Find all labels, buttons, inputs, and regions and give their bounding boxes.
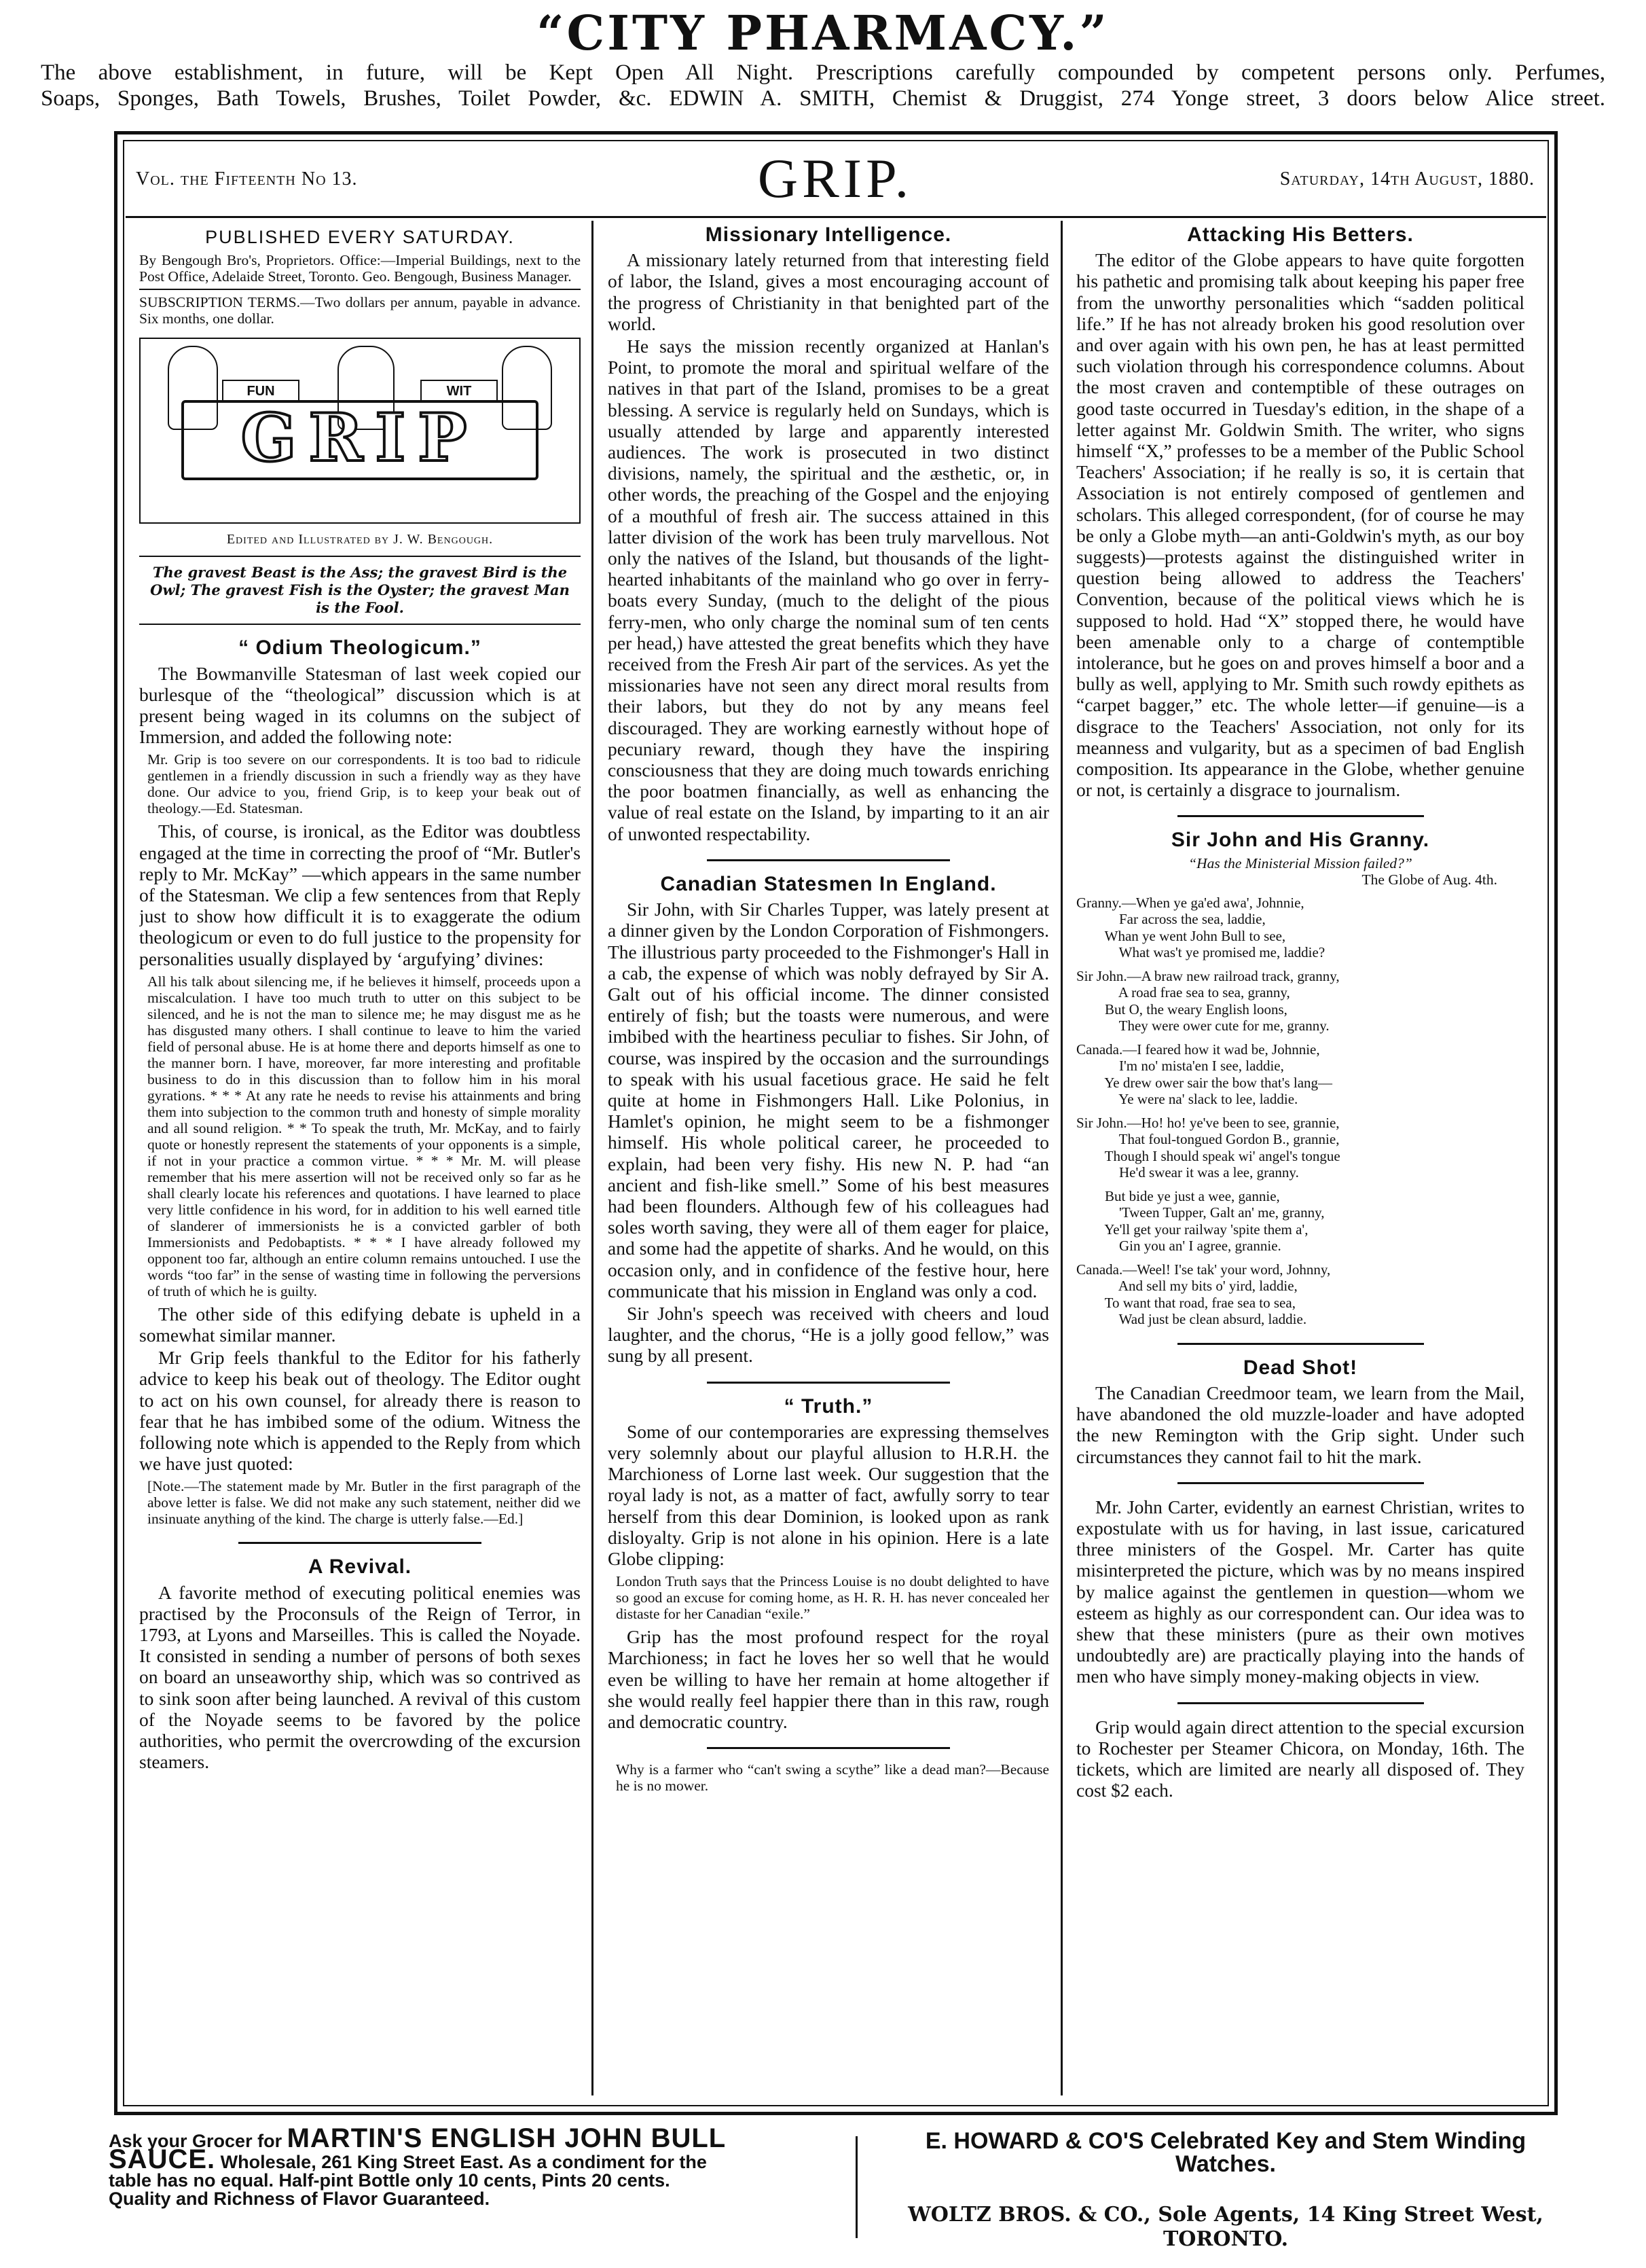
subscription-terms: SUBSCRIPTION TERMS.—Two dollars per annum, payable in advance. Six months, one dollar. — [139, 294, 581, 327]
poem-stanza: But bide ye just a wee, gannie, 'Tween Tupper, Galt an' me, granny, Ye'll get your railway 'spite them a', Gin you an' I agree, grannie. — [1104, 1187, 1325, 1255]
column-3 — [1076, 224, 1524, 2095]
watch-ad-agents: WOLTZ BROS. & CO., Sole Agents, 14 King Street West, TORONTO. — [908, 2203, 1543, 2251]
odium-editor-note: [Note.—The statement made by Mr. Butler in the first paragraph of the above letter is false. We did not make any such statement, neither did we insinuate anything of the kind. The charge is utterly false.—Ed.] — [147, 1478, 581, 1528]
sauce-ad-sauce: SAUCE. — [109, 2144, 216, 2174]
odium-paragraph-4: Mr Grip feels thankful to the Editor for his fatherly advice to keep his beak out of theology. The Editor ought to act on his own counsel, for already there is reason to fear that he has imbibed some of the odium. Witness the following note which is appended to the Reply from which we have just quoted: — [139, 1347, 581, 1475]
granny-epigraph: “Has the Ministerial Mission failed?” — [1188, 854, 1412, 871]
poem-stanza: Sir John.—A braw new railroad track, granny, A road frae sea to sea, granny, But O, the weary English loons, They were ower cute for me, granny. — [1076, 967, 1340, 1034]
excursion-paragraph: Grip would again direct attention to the special excursion to Rochester per Steamer Chicora, on Monday, 16th. The tickets, which are limited are nearly all disposed of. They cost $2 each. — [1076, 1716, 1524, 1801]
odium-paragraph-3: The other side of this edifying debate is upheld in a somewhat similar manner. — [139, 1303, 581, 1346]
sauce-ad-guarantee: Quality and Richness of Flavor Guaranteed. — [109, 2189, 490, 2209]
granny-poem — [1076, 895, 1524, 1328]
statesmen-paragraph-2: Sir John's speech was received with cheers and loud laughter, and the chorus, “He is a jolly good fellow,” was sung by all present. — [608, 1302, 1049, 1367]
statesmen-paragraph-1: Sir John, with Sir Charles Tupper, was lately present at a dinner given by the London Corporation of Fishmongers. The illustrious party proceeded to the Fishmonger's Hall in a cab, the expense of which was nobly defrayed by Sir A. Galt out of his official income. The dinner consisted entirely of fish; but the toasts were numerous, and were imbibed with the heartiness peculiar to fishes. Sir John, of course, was inspired by the occasion and the surroundings to speak with his usual facetious grace. He said he felt quite at home in Fishmongers Hall. Like Polonius, in Hamlet's opinion, he might seem to be a fishmonger himself. His whole political career, he proceeded to explain, had been very fishy. His new N. P. had “an ancient and fish-like smell.” Some of his best measures had been flounders. Although few of his colleagues had soles worth saving, they were all of them eager for plaice, and some had the appetite of sharks. And he would, on this occasion only, and in confidence of the festive hour, here communicate that his mission in England was only a cod. — [608, 899, 1049, 1301]
odium-paragraph-2: This, of course, is ironical, as the Editor was doubtless engaged at the time in correcting the proof of “Mr. Butler's reply to Mr. McKay” —which appears in the same number of the Statesman. We clip a few sentences from that Reply just to show how difficult it is to exaggerate the odium theologicum or even to do full justice to the propensity for personalities usually displayed by ‘argufying’ divines: — [139, 821, 581, 969]
ad-title: “CITY PHARMACY.” — [536, 5, 1110, 61]
edited-by: Edited and Illustrated by J. W. Bengough. — [226, 532, 494, 547]
watch-ad-headline: E. HOWARD & CO'S Celebrated Key and Stem Winding Watches. — [925, 2128, 1526, 2177]
proprietors-note: By Bengough Bro's, Proprietors. Office:—Imperial Buildings, next to the Post Office, Adelaide Street, Toronto. Geo. Bengough, Business Manager. — [139, 252, 581, 285]
truth-paragraph-1: Some of our contemporaries are expressing themselves very solemnly about our playful allusion to H.R.H. the Marchioness of Lorne last week. Our suggestion that the royal lady is not, as a matter of fact, awfully sorry to tear herself from this dear Dominion, is looked upon as rank disloyalty. Grip is not alone in his opinion. Here is a late Globe clipping: — [608, 1420, 1049, 1569]
poem-stanza: Canada.—Weel! I'se tak' your word, Johnny, And sell my bits o' yird, laddie, To want that road, frae sea to sea, Wad just be clean absurd, laddie. — [1076, 1261, 1331, 1328]
ad-line-1: The above establishment, in future, will be Kept Open All Night. Prescriptions carefully compounded by competent persons only. Perfumes, — [41, 60, 1605, 85]
granny-source: The Globe of Aug. 4th. — [1361, 871, 1497, 888]
logo-word: GRIP — [181, 400, 538, 480]
betters-paragraph: The editor of the Globe appears to have quite forgotten his pathetic and promising talk about keeping his paper free from the unworthy personalities which “sadden political life.” If he has not already broken his good resolution over and over again with his own pen, he has at least permitted such violation through his correspondence columns. About the most craven and contemptible of these outrages on good taste occurred in Tuesday's edition, in the shape of a letter against Mr. Goldwin Smith. The writer, who signs himself “X,” professes to be a member of the Public School Teachers' Association; if he really is so, it is certain that Association is not entirely composed of gentlemen and scholars. This alleged correspondent, (for of course he may be only a Globe myth—an anti-Goldwin's myth, as our boy suggests)—protests against the distinguished writer in question being allowed to address the Teachers' Convention, because of the political views which he is supposed to hold. Had “X” stopped there, he would have been amenable only to a charge of contemptible intolerance, but he goes on and proves himself a boor and a bully as well, applying to Mr. Smith such rowdy epithets as “carpet bagger,” etc. The whole letter—if genuine—is a disgrace to the Teachers' Association, not only for its meanness and vulgarity, but as a specimen of bad English composition. Its appearance in the Globe, whether genuine or not, is certainly a disgrace to journalism. — [1076, 249, 1524, 801]
column-2 — [608, 224, 1049, 2095]
poem-stanza: Granny.—When ye ga'ed awa', Johnnie, Far across the sea, laddie, Whan ye went John Bull to see, What was't ye promised me, laddie? — [1076, 894, 1325, 961]
odium-note: Mr. Grip is too severe on our correspondents. It is too bad to ridicule gentlemen in a friendly discussion in such a friendly way as they have done. Our advice to you, friend Grip, is to keep your beak out of theology.—Ed. Statesman. — [147, 751, 581, 817]
published-every-saturday: PUBLISHED EVERY SATURDAY. — [205, 227, 515, 247]
poem-stanza: Canada.—I feared how it wad be, Johnnie, I'm no' mista'en I see, laddie, Ye drew ower sair the bow that's lang— Ye were na' slack to lee, laddie. — [1076, 1041, 1333, 1108]
sauce-ad-price: table has no equal. Half-pint Bottle only 10 cents, Pints 20 cents. — [109, 2170, 670, 2191]
masthead — [136, 148, 1535, 209]
masthead-rule — [126, 216, 1546, 218]
logo-tag-fun: FUN — [222, 380, 299, 403]
issue-date: Saturday, 14th August, 1880. — [1279, 168, 1535, 190]
article-title-statesmen: Canadian Statesmen In England. — [660, 872, 997, 895]
article-title-betters: Attacking His Betters. — [1187, 224, 1414, 246]
grip-logo — [139, 338, 581, 524]
poem-stanza: Sir John.—Ho! ho! ye've been to see, grannie, That foul-tongued Gordon B., grannie, Though I should speak wi' angel's tongue He'd swear it was a lee, granny. — [1076, 1114, 1340, 1181]
motto: The gravest Beast is the Ass; the gravest Bird is the Owl; The gravest Fish is the Oyster; the gravest Man is the Fool. — [139, 556, 581, 625]
article-title-missionary: Missionary Intelligence. — [705, 224, 952, 246]
sauce-ad-wholesale: Wholesale, 261 King Street East. As a condiment for the — [220, 2152, 707, 2172]
column-divider-2 — [1061, 221, 1063, 2095]
sauce-ad-intro: Ask your Grocer for — [109, 2131, 282, 2151]
ad-line-2: Soaps, Sponges, Bath Towels, Brushes, Toilet Powder, &c. EDWIN A. SMITH, Chemist & Druggist, 274 Yonge street, 3 doors below Alice street. — [41, 86, 1605, 111]
article-title-dead-shot: Dead Shot! — [1243, 1356, 1358, 1379]
odium-quote: All his talk about silencing me, if he believes it himself, proceeds upon a miscalculation. I have too much truth to utter on this subject to be silenced, and he is not the man to silence me; he may disgust me as he has disgusted many others. I shall continue to leave to him the varied field of personal abuse. He is at home there and deports himself as one to the manner born. I have, moreover, far more interesting and profitable business to do in this discussion than to follow him in his moral gyrations. * * * At any rate he needs to revise his attainments and bring them into subjection to the common truth and honesty of simple morality and all sound religion. * * To speak the truth, Mr. McKay, and to fairly quote or honestly represent the statements of your opponents is a simple, if not in your practice a common virtue. * * * Mr. M. will please remember that his mere assertion will not be received only so far as he shall clearly locate his references and quotations. I have learned to place very little confidence in his word, for in addition to his well earned title of slanderer of immersionists he is a convicted garbler of both Immersionists and Pedobaptists. * * * I have already followed my opponent too far, although an entire column remains untouched. I use the words “too far” in the sense of wasting time in following the perversions of truth of which he is guilty. — [147, 973, 581, 1299]
farmer-joke: Why is a farmer who “can't swing a scythe” like a dead man?—Because he is no mower. — [616, 1761, 1049, 1795]
column-divider-1 — [591, 221, 593, 2095]
dead-shot-paragraph: The Canadian Creedmoor team, we learn from the Mail, have abandoned the old muzzle-loader and have adopted the new Remington with the Grip sight. Under such circumstances they cannot fail to hit the mark. — [1076, 1382, 1524, 1467]
newspaper-title: GRIP. — [757, 147, 913, 209]
top-advertisement — [41, 7, 1605, 111]
revival-paragraph: A favorite method of executing political enemies was practised by the Proconsuls of the Reign of Terror, in 1793, at Lyons and Marseilles. This is called the Noyade. It consisted in sending a number of persons of both sexes on board an unseaworthy ship, which was so contrived as to sink soon after being launched. A revival of this custom of the Noyade seems to be favored by the police authorities, who permit the overcrowding of the excursion steamers. — [139, 1581, 581, 1773]
carter-paragraph: Mr. John Carter, evidently an earnest Christian, writes to expostulate with us for having, in last issue, caricatured three ministers of the Gospel. Mr. Carter has quite misinterpreted the picture, which was by no means inspired by malice against the gentlemen in question—whom we esteem as highly as our correspondent can. Our idea was to shew that these ministers (pure as their own motives undoubtedly are) are practically playing into the hands of men who have simply money-making objects in view. — [1076, 1496, 1524, 1687]
missionary-paragraph-1: A missionary lately returned from that interesting field of labor, the Island, gives a most encouraging account of the progress of Christianity in that benighted part of the world. — [608, 249, 1049, 334]
odium-paragraph-1: The Bowmanville Statesman of last week copied our burlesque of the “theological” discussion which is at present being waged in its columns on the subject of Immersion, and added the following note: — [139, 662, 581, 748]
truth-paragraph-2: Grip has the most profound respect for the royal Marchioness; in fact he loves her so well that he would even be willing to have her remain at home altogether if she would really feel happier there than in this raw, rough and democratic country. — [608, 1626, 1049, 1732]
volume-number: Vol. the Fifteenth No 13. — [136, 168, 358, 190]
column-1 — [139, 224, 581, 2095]
article-title-granny: Sir John and His Granny. — [1171, 829, 1430, 852]
sauce-advertisement — [109, 2123, 828, 2209]
article-title-odium: “ Odium Theologicum.” — [238, 636, 481, 660]
sauce-ad-brand: MARTIN'S ENGLISH JOHN BULL — [287, 2123, 727, 2153]
article-title-revival: A Revival. — [308, 1555, 412, 1579]
bottom-advertisements — [109, 2123, 1562, 2252]
ad-divider — [856, 2136, 858, 2238]
logo-tag-wit: WIT — [420, 380, 498, 403]
missionary-paragraph-2: He says the mission recently organized at Hanlan's Point, to promote the moral and spiritual welfare of the natives in that part of the Island, promises to be a great blessing. A service is regularly held on Sundays, which is usually attended by large and apparently interested audiences. The work is prosecuted in two distinct divisions, namely, the spiritual and the æsthetic, or, in other words, the preaching of the Gospel and the enjoying of a mouthful of fresh air. The success attained in this latter division of the work has been truly marvellous. Not only the natives of the Island, but thousands of the light-hearted inhabitants of the mainland who go over in ferry-boats every Sunday, (much to the delight of the pious ferry-men, who only charge the nominal sum of ten cents per head,) have attested the great benefits which they have received from the Fresh Air part of the services. As yet the missionaries have not seen any direct moral results from their labors, but they do not by any means feel discouraged. They are working earnestly without hope of pecuniary reward, though they have the inspiring consciousness that they are doing much towards enriching the poor boatmen financially, as well as enhancing the value of real estate on the Island, by imparting to it an air of unwonted respectability. — [608, 336, 1049, 844]
article-title-truth: “ Truth.” — [784, 1394, 873, 1418]
watch-advertisement — [890, 2129, 1562, 2252]
truth-quote: London Truth says that the Princess Louise is no doubt delighted to have so good an excuse for coming home, as H. R. H. has never concealed her distaste for her Canadian “exile.” — [616, 1573, 1049, 1623]
